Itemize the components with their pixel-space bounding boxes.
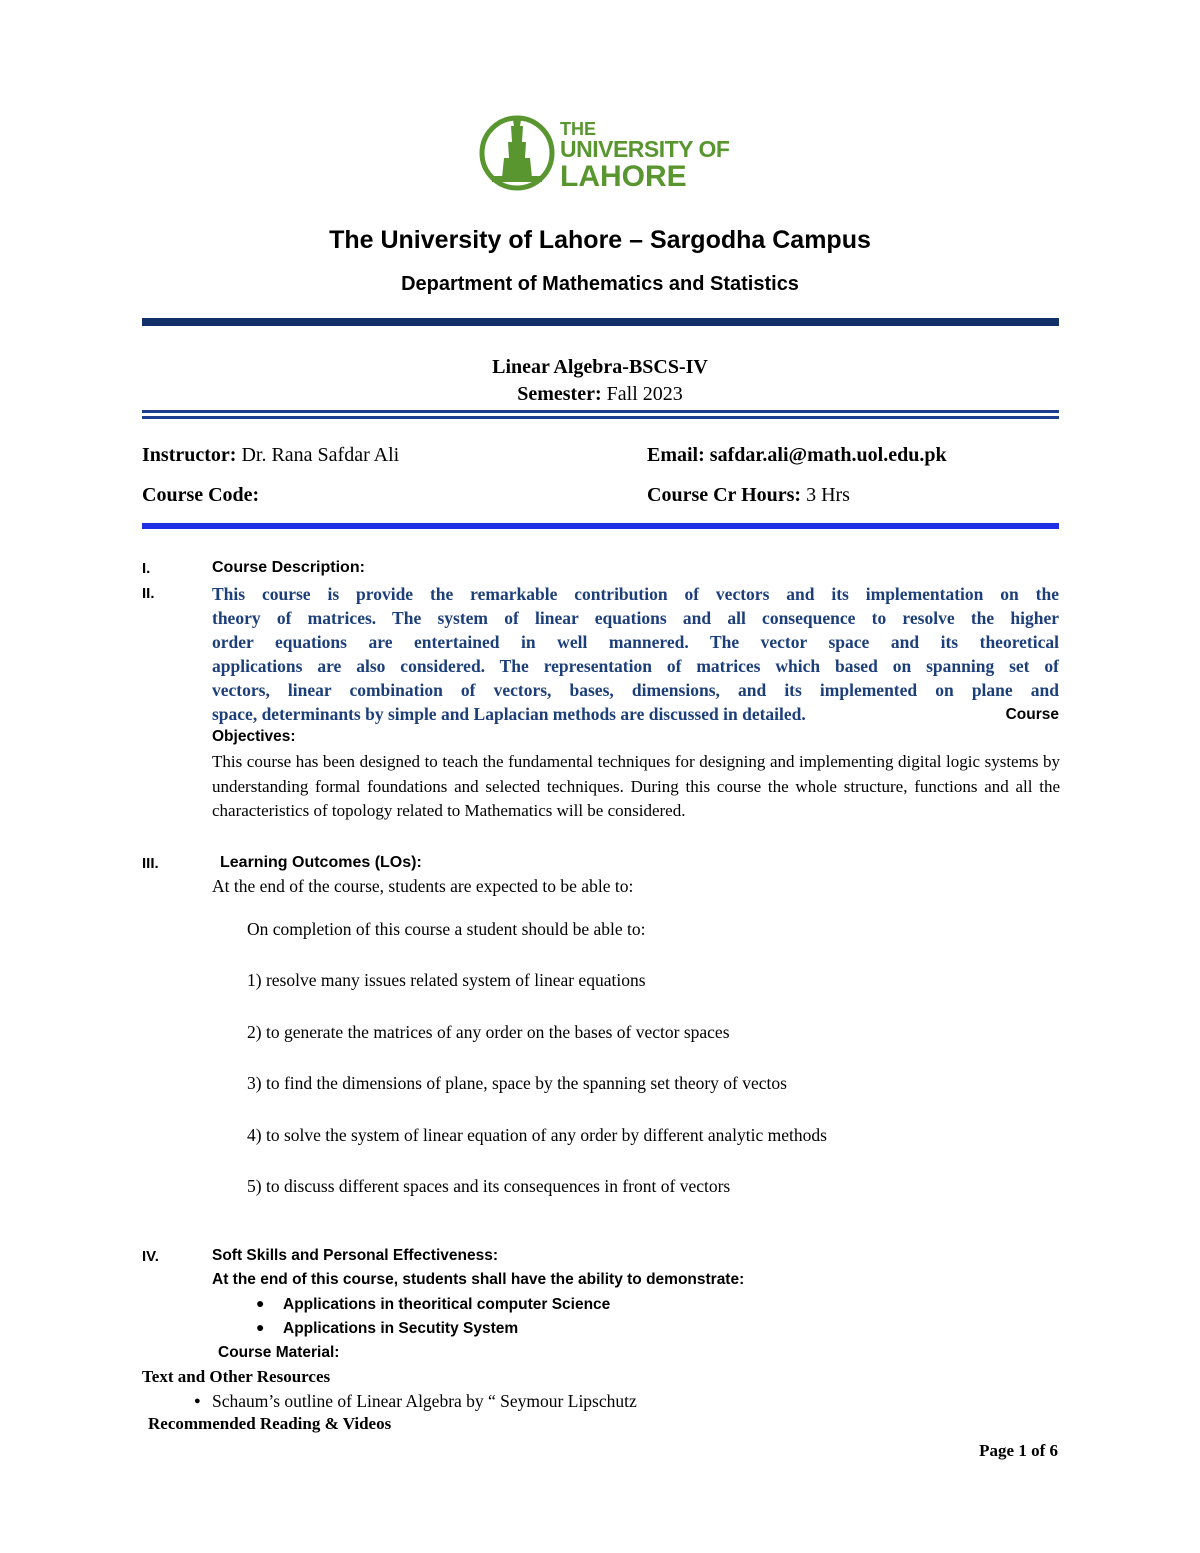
info-rule	[142, 523, 1059, 529]
description-line: This course is provide the remarkable contribution of vectors and its implementation on the	[212, 584, 1059, 604]
page-current: 1	[1018, 1441, 1027, 1460]
description-line: applications are also considered. The representation of matrices which based on spanning set of	[212, 656, 1059, 676]
section-3-number: III.	[142, 855, 159, 872]
logo-text-university-of: UNIVERSITY OF	[560, 136, 730, 162]
objectives-text: This course has been designed to teach the fundamental techniques for designing and implementing digital logic systems by understanding formal foundations and selected techniques. During this course the whole structure, functions and all the characteristics of topology related to Mathematics will be considered.	[212, 752, 1060, 820]
outcome-item: 1) resolve many issues related system of linear equations	[247, 970, 646, 990]
page-of-label: of	[1031, 1441, 1046, 1460]
skill-item: Applications in theoritical computer Science	[283, 1296, 611, 1313]
bullet-icon: ●	[256, 1321, 265, 1336]
credit-hours-line	[647, 484, 850, 507]
outcome-item: 5) to discuss different spaces and its consequences in front of vectors	[247, 1176, 731, 1196]
description-last-row	[212, 702, 1059, 726]
email-label: Email:	[647, 444, 705, 466]
logo-text-lahore: LAHORE	[560, 160, 687, 193]
bullet-icon: ●	[256, 1297, 265, 1312]
department-name: Department of Mathematics and Statistics	[401, 273, 799, 295]
soft-skills-intro: At the end of this course, students shall have the ability to demonstrate:	[212, 1271, 745, 1288]
description-line: space, determinants by simple and Laplacian methods are discussed in detailed.	[212, 704, 806, 724]
page-title: The University of Lahore – Sargodha Campus	[329, 226, 871, 254]
recommended-title: Recommended Reading & Videos	[148, 1414, 392, 1433]
instructor-line	[142, 444, 399, 467]
course-description	[212, 582, 1059, 726]
page-label: Page	[979, 1441, 1015, 1460]
section-1-number: I.	[142, 560, 151, 577]
resource-item: Schaum’s outline of Linear Algebra by “ Seymour Lipschutz	[212, 1391, 637, 1411]
outcomes-intro: At the end of the course, students are expected to be able to:	[212, 876, 634, 896]
university-logo	[478, 112, 728, 194]
outcomes-lead: On completion of this course a student should be able to:	[247, 919, 646, 939]
description-line: vectors, linear combination of vectors, bases, dimensions, and its implemented on plane and	[212, 680, 1059, 700]
section-4-title: Soft Skills and Personal Effectiveness:	[212, 1247, 498, 1264]
section-1-title: Course Description:	[212, 559, 365, 576]
minar-emblem-icon	[478, 112, 556, 194]
course-material-title: Course Material:	[218, 1344, 340, 1361]
page-total: 6	[1049, 1441, 1058, 1460]
section-3-title: Learning Outcomes (LOs):	[220, 854, 422, 871]
section-2-number: II.	[142, 585, 155, 602]
skill-item: Applications in Secutity System	[283, 1320, 519, 1337]
page-number	[979, 1441, 1058, 1461]
semester-line	[0, 383, 1200, 406]
outcome-item: 2) to generate the matrices of any order on the bases of vector spaces	[247, 1022, 730, 1042]
objectives-heading-word2: Objectives:	[212, 728, 296, 745]
bullet-icon: ●	[194, 1395, 201, 1407]
email-value: safdar.ali@math.uol.edu.pk	[709, 444, 947, 466]
instructor-value: Dr. Rana Safdar Ali	[241, 444, 400, 466]
outcome-item: 3) to find the dimensions of plane, space by the spanning set theory of vectos	[247, 1073, 787, 1093]
double-rule-top	[142, 410, 1059, 413]
credit-hours-value: 3 Hrs	[806, 484, 850, 506]
double-rule-bottom	[142, 416, 1059, 419]
semester-value: Fall 2023	[606, 383, 683, 405]
logo-text-the: THE	[560, 119, 596, 139]
objectives-heading-word1: Course	[1005, 706, 1059, 723]
resources-title: Text and Other Resources	[142, 1367, 331, 1386]
instructor-label: Instructor:	[142, 444, 237, 466]
course-code-label: Course Code:	[142, 484, 260, 506]
description-line: order equations are entertained in well mannered. The vector space and its theoretical	[212, 632, 1059, 652]
course-name: Linear Algebra-BSCS-IV	[492, 356, 708, 378]
description-line: theory of matrices. The system of linear equations and all consequence to resolve the higher	[212, 608, 1059, 628]
semester-label: Semester:	[517, 383, 602, 405]
email-line	[647, 444, 947, 467]
credit-hours-label: Course Cr Hours:	[647, 484, 802, 506]
outcome-item: 4) to solve the system of linear equation of any order by different analytic methods	[247, 1125, 827, 1145]
header-rule	[142, 318, 1059, 326]
section-4-number: IV.	[142, 1248, 159, 1265]
